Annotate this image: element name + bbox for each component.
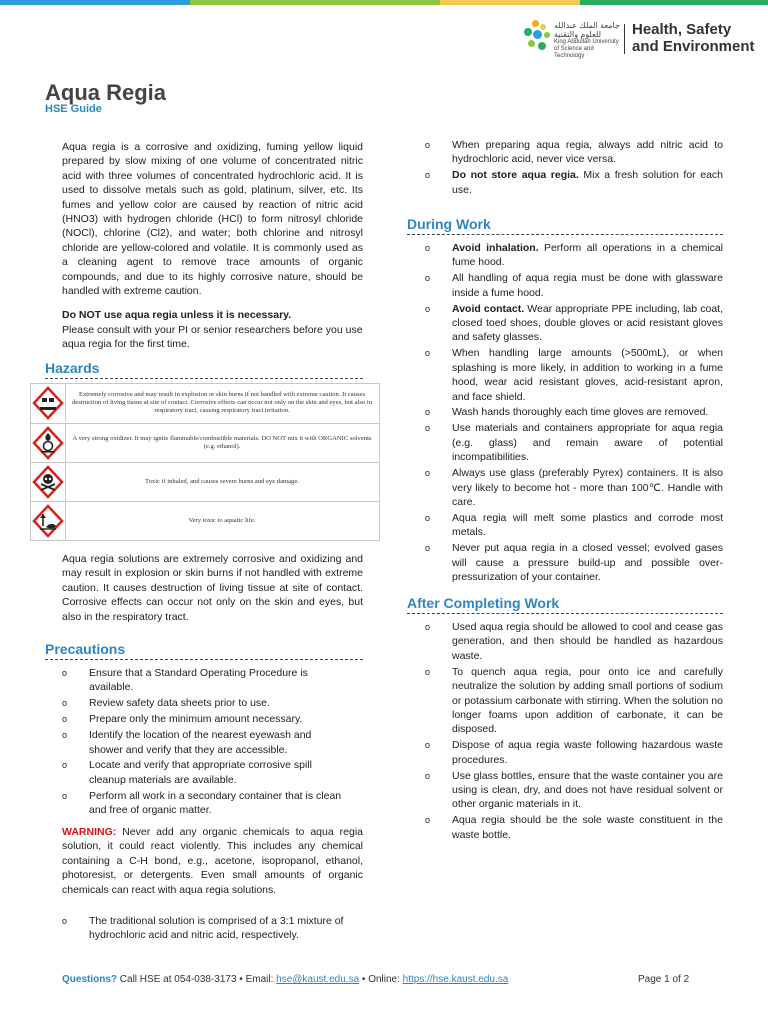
list-item: o Use glass bottles, ensure that the waste container you are using is clean, dry, and does not have residual solvent or other organic materials in it. [425, 769, 723, 811]
list-item: o Prepare only the minimum amount necessary. [62, 713, 303, 726]
list-item: o When preparing aqua regia, always add nitric acid to hydrochloric acid, never vice versa. [425, 139, 723, 166]
hazard-text: A very strong oxidizer. It may ignite flammable/combustible materials. DO NOT mix it with ORGANIC solvents (e.g. ethanol). [72, 435, 372, 450]
not-use-warning: Do NOT use aqua regia unless it is necessary. [62, 309, 292, 322]
during-work-list [425, 241, 723, 586]
kaust-hse-logo [520, 18, 760, 58]
list-item: o Dispose of aqua regia waste following hazardous waste procedures. [425, 739, 723, 766]
hazards-divider [45, 378, 363, 379]
mixture-list [62, 914, 363, 944]
hse-line-2: and Environment [632, 38, 755, 55]
footer-call: Call HSE at 054-038-3173 • Email: [117, 974, 277, 985]
list-item: o Aqua regia will melt some plastics and corrode most metals. [425, 511, 723, 539]
oxidizer-icon [31, 424, 65, 462]
page-title: Aqua Regia [45, 80, 167, 105]
intro-paragraph: Aqua regia is a corrosive and oxidizing, fuming yellow liquid prepared by slow mixing of one volume of concentrated nitric acid with three volumes of concentrated hydrochloric acid. It is used to dissolve metals such as gold, platinum, silver, etc. Its fumes and yellow color are caused by reaction of nitric acid (HNO3) with hydrogen chloride (HCl) to form nitrosyl chloride (NOCl), chlorine (Cl2), and water; both chlorine and nitrosyl chloride are yellow-colored and volatile. It is commonly used as a cleaning agent to remove trace amounts of organic compounds, and due to its highly corrosive nature, should be handled with extreme caution. [62, 141, 363, 298]
footer-contact [62, 974, 508, 985]
list-item: o Use materials and containers appropriate for aqua regia (e.g. glass) and remain aware of potential incompatibilities. [425, 422, 723, 464]
during-work-heading: During Work [407, 216, 491, 232]
page-subtitle: HSE Guide [45, 103, 102, 115]
prep-list [425, 138, 723, 199]
hazards-table [30, 383, 380, 541]
list-item: o Always use glass (preferably Pyrex) containers. It is also very likely to become hot - more than 100℃. Handle with care. [425, 467, 723, 508]
footer-questions: Questions? [62, 974, 118, 985]
environment-icon [31, 502, 65, 540]
list-item: o To quench aqua regia, pour onto ice and carefully neutralize the solution by adding small portions of sodium or potassium carbonate with stirring. When the solution no longer foams upon addition of carbonate, it can be disposed. [425, 665, 723, 736]
hse-logo-text [632, 21, 755, 55]
hazards-description: Aqua regia solutions are extremely corrosive and oxidizing and may result in explosion or skin burns if not handled with extreme caution. It causes destruction of living tissue at site of contact. Corrosive effects can occur not only on the skin and eyes, but also in the respiratory tract. [62, 553, 363, 623]
precautions-list [62, 666, 342, 819]
hazard-row [31, 384, 379, 422]
precautions-divider [45, 659, 363, 660]
skull-icon [31, 463, 65, 501]
list-item: o Never put aqua regia in a closed vessel; evolved gases will cause a pressure build-up and possible over-pressurization of your container. [425, 542, 723, 583]
website-link[interactable]: https://hse.kaust.edu.sa [402, 974, 509, 985]
hse-line-1: Health, Safety [632, 21, 732, 38]
list-item: o Avoid inhalation. Perform all operations in a chemical fume hood. [425, 242, 723, 269]
warning-paragraph [62, 825, 363, 897]
list-item: o When handling large amounts (>500mL), or when splashing is more likely, in addition to working in a fume hood, wear acid resistant gloves, acid-resistant apron, and face shield. [425, 347, 723, 403]
warning-label: WARNING: [62, 826, 117, 838]
list-item: o Avoid contact. Wear appropriate PPE including, lab coat, closed toed shoes, double gloves or acid resistant gloves and safety glasses. [425, 302, 724, 344]
kaust-logo-icon [520, 18, 556, 54]
hazard-text: Very toxic to aquatic life. [188, 517, 256, 524]
hazard-row [31, 462, 379, 501]
logo-divider [624, 24, 625, 54]
list-item: o Do not store aqua regia. Mix a fresh solution for each use. [425, 169, 724, 196]
list-item: o Aqua regia should be the sole waste constituent in the waste bottle. [425, 814, 723, 841]
hazard-text: Extremely corrosive and may result in explosion or skin burns if not handled with extreme caution. It causes destruction of living tissue at site of contact. Corrosive effects can occur not only on the skin and eyes, but also in respiratory tract, causing respiratory tract irritation. [71, 391, 372, 414]
warning-text: Never add any organic chemicals to aqua regia solution, it could react violently. This includes any chemical containing a C-H bond, e.g., acetone, isopropanol, ethanol, photoresist, or detergents. Even small amounts of organic chemicals can react with aqua regia solutions. [62, 826, 363, 896]
corrosion-icon [31, 384, 65, 422]
after-work-list [425, 620, 723, 844]
list-item: o The traditional solution is comprised of a 3:1 mixture of hydrochloric acid and nitric acid, respectively. [62, 915, 344, 942]
list-item: o Identify the location of the nearest eyewash and shower and verify that they are accessible. [62, 729, 312, 756]
list-item: o Review safety data sheets prior to use. [62, 697, 270, 710]
list-item: o Wash hands thoroughly each time gloves are removed. [425, 406, 709, 419]
list-item: o Ensure that a Standard Operating Procedure is available. [62, 667, 308, 694]
hazard-text: Toxic if inhaled, and causes severe burns and eye damage. [145, 478, 299, 485]
consult-paragraph: Please consult with your PI or senior researchers before you use aqua regia for the first time. [62, 323, 363, 351]
precautions-heading: Precautions [45, 641, 126, 657]
after-work-divider [407, 613, 723, 614]
email-link[interactable]: hse@kaust.edu.sa [276, 974, 360, 985]
during-work-divider [407, 234, 723, 235]
university-arabic: جامعة الملك عبدالله للعلوم والتقنية [554, 21, 620, 39]
university-english: King Abdullah University of Science and Technology [554, 39, 619, 59]
top-color-bar [0, 0, 768, 5]
page-number: Page 1 of 2 [638, 974, 690, 985]
hazards-heading: Hazards [45, 360, 100, 376]
list-item: o Locate and verify that appropriate corrosive spill cleanup materials are available. [62, 759, 312, 786]
after-work-heading: After Completing Work [407, 595, 560, 611]
hazard-row [31, 423, 379, 462]
list-item: o All handling of aqua regia must be done with glassware inside a fume hood. [425, 272, 723, 299]
list-item: o Perform all work in a secondary container that is clean and free of organic matter. [62, 789, 342, 817]
list-item: o Used aqua regia should be allowed to cool and cease gas generation, and then should be handled as hazardous waste. [425, 621, 723, 662]
footer-online: • Online: [359, 974, 403, 985]
intro-section [62, 140, 363, 352]
hazard-row [31, 501, 379, 540]
university-name [554, 21, 624, 60]
